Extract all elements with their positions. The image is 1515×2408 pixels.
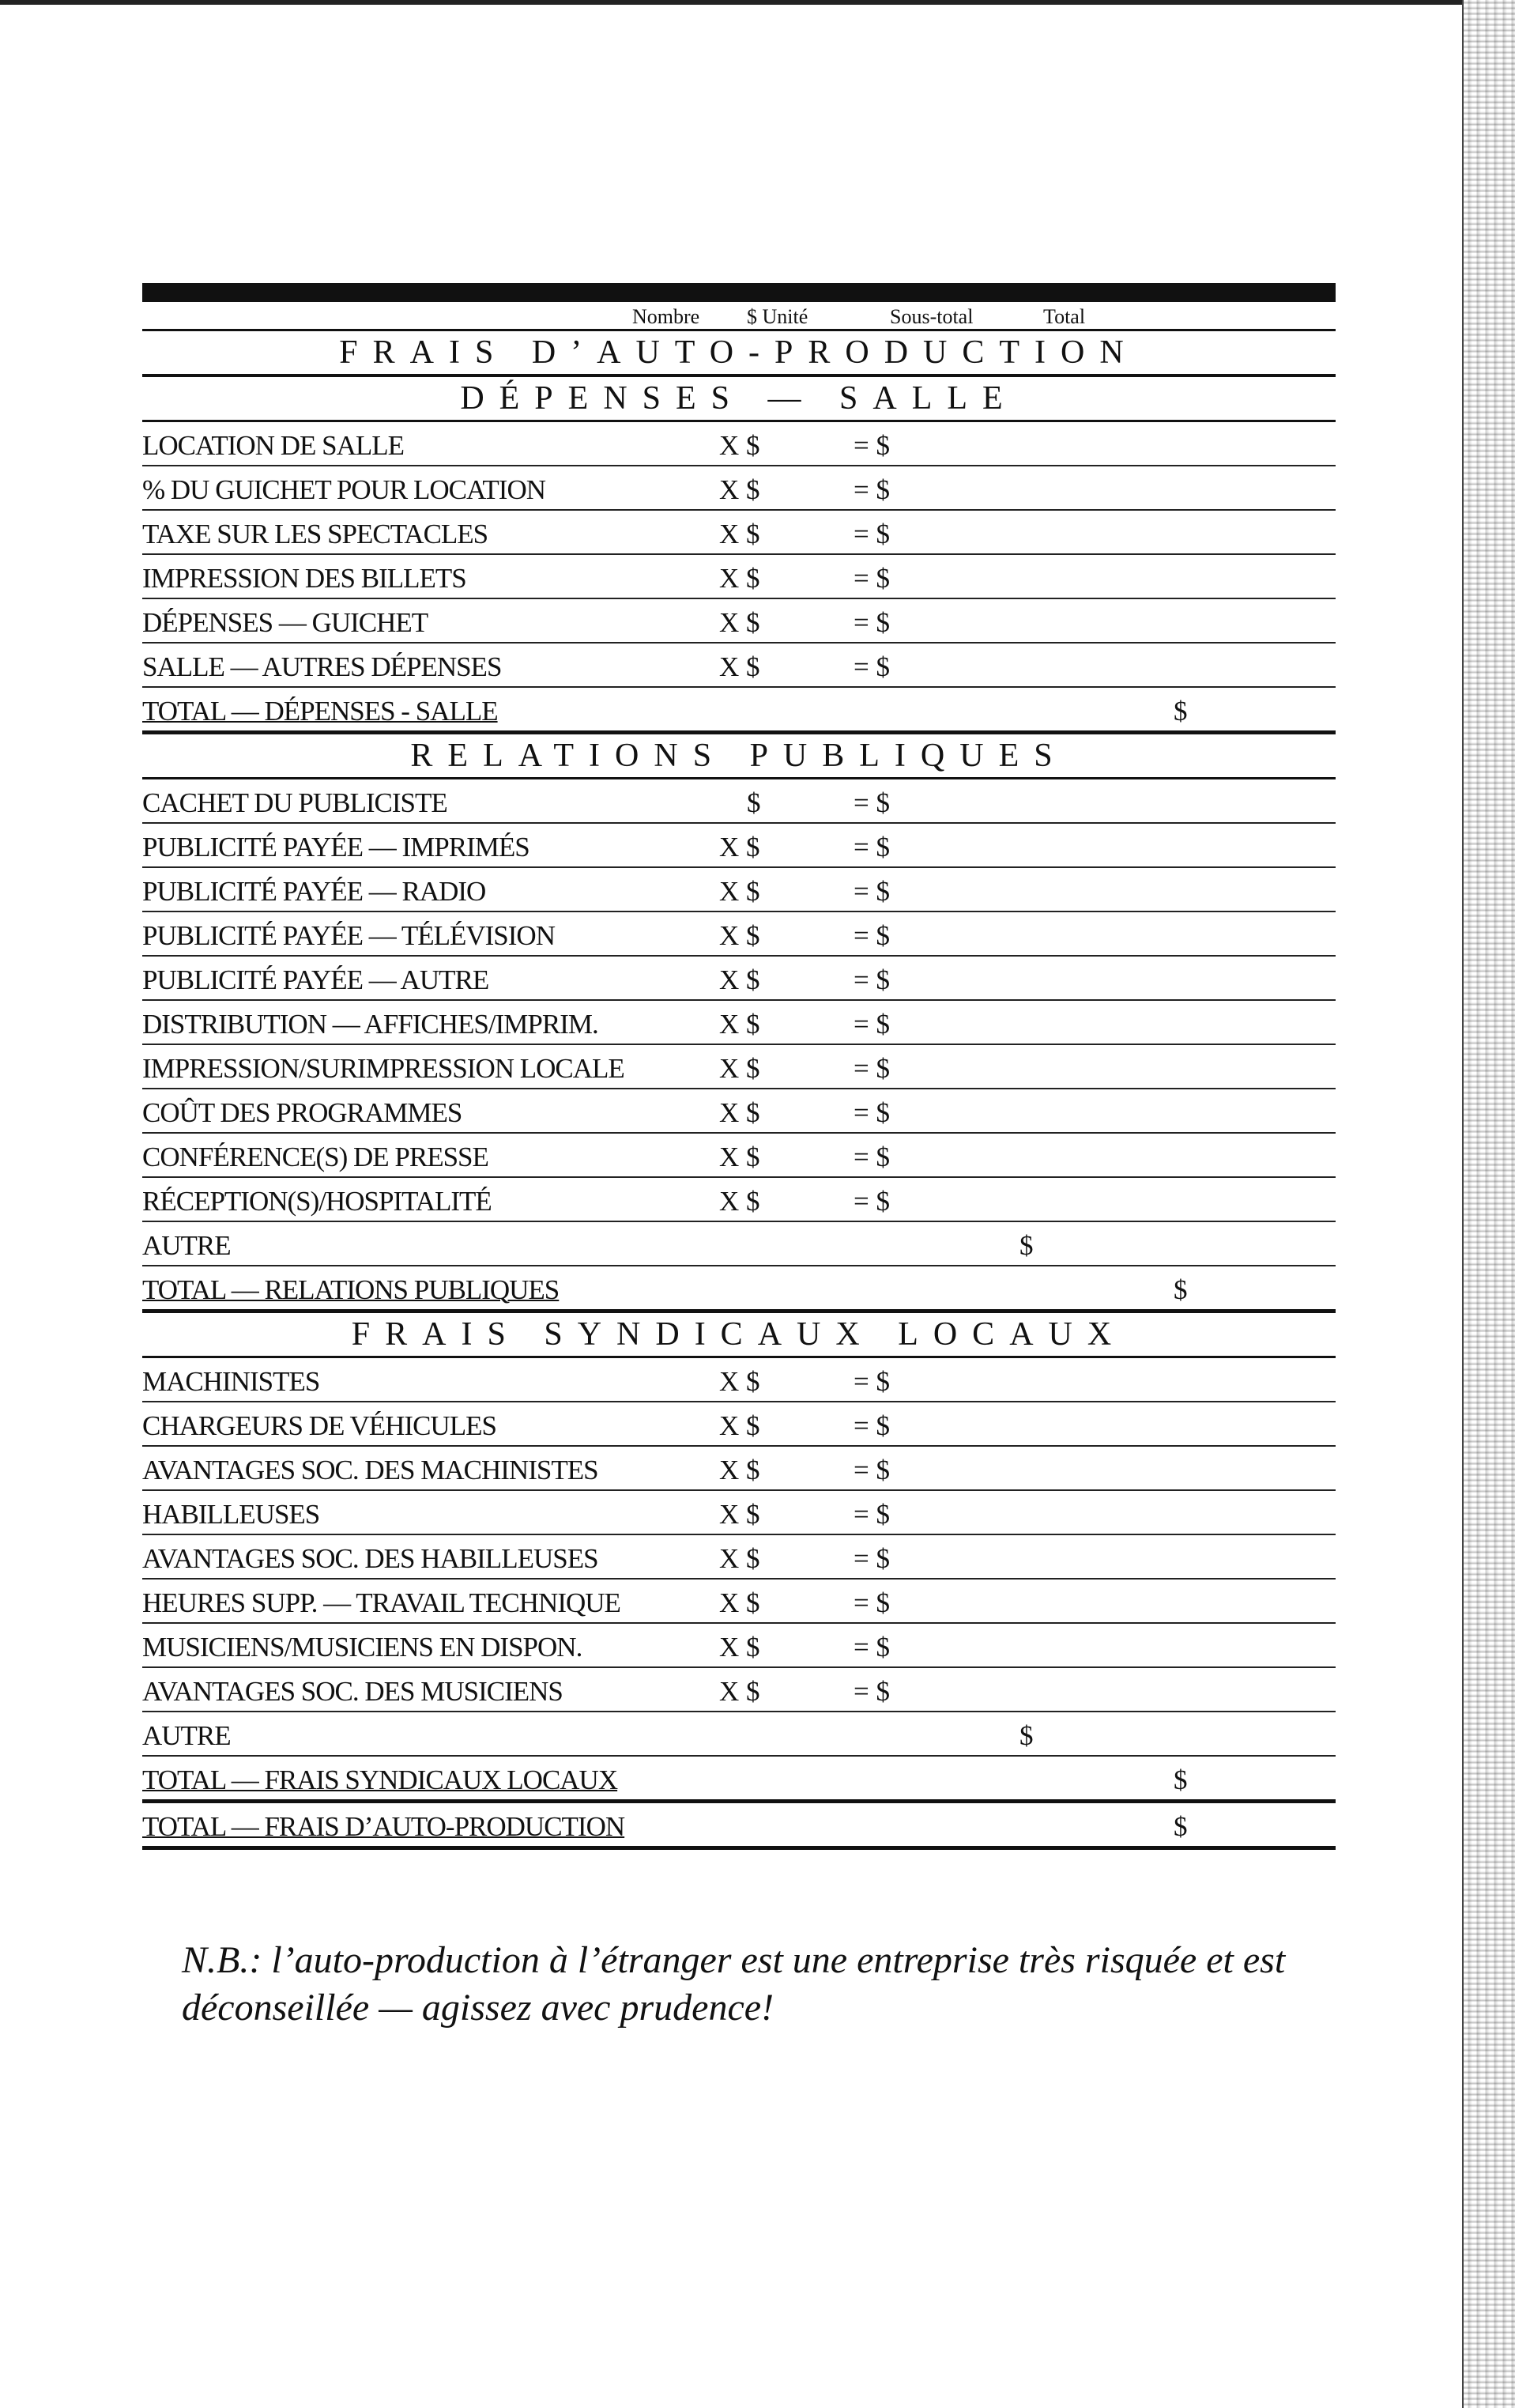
- subtotal-cell: = $: [854, 607, 890, 638]
- subtotal-cell: = $: [854, 519, 890, 549]
- table-row: [142, 1045, 1336, 1089]
- unit-cell: X $: [719, 607, 760, 638]
- row-label: PUBLICITÉ PAYÉE — IMPRIMÉS: [142, 832, 529, 862]
- row-label: RÉCEPTION(S)/HOSPITALITÉ: [142, 1186, 492, 1217]
- unit-cell: X $: [719, 1455, 760, 1485]
- other-row: [142, 1222, 1336, 1266]
- row-label: AVANTAGES SOC. DES MACHINISTES: [142, 1455, 598, 1485]
- table-row: [142, 1447, 1336, 1491]
- section-total-row: [142, 1757, 1336, 1803]
- unit-cell: X $: [719, 1366, 760, 1397]
- row-label: CHARGEURS DE VÉHICULES: [142, 1410, 496, 1441]
- table-row: [142, 1668, 1336, 1712]
- row-label: PUBLICITÉ PAYÉE — AUTRE: [142, 964, 489, 995]
- subtotal-cell: = $: [854, 964, 890, 995]
- total-label: TOTAL — FRAIS SYNDICAUX LOCAUX: [142, 1764, 618, 1795]
- total-cell: $: [1174, 1764, 1188, 1795]
- unit-cell: X $: [719, 876, 760, 907]
- row-label: COÛT DES PROGRAMMES: [142, 1097, 462, 1128]
- subtotal-cell: = $: [854, 1053, 890, 1084]
- grand-total-label: TOTAL — FRAIS D’AUTO-PRODUCTION: [142, 1811, 625, 1842]
- row-label: IMPRESSION/SURIMPRESSION LOCALE: [142, 1053, 624, 1084]
- budget-form: [142, 283, 1336, 1850]
- table-row: [142, 1535, 1336, 1580]
- row-label: AVANTAGES SOC. DES MUSICIENS: [142, 1676, 563, 1707]
- unit-cell: X $: [719, 474, 760, 505]
- table-row: [142, 1624, 1336, 1668]
- table-row: [142, 422, 1336, 466]
- unit-cell: X $: [719, 1097, 760, 1128]
- unit-cell: X $: [719, 920, 760, 951]
- section-heading-salle: DÉPENSES — SALLE: [142, 377, 1336, 422]
- row-label: PUBLICITÉ PAYÉE — TÉLÉVISION: [142, 920, 555, 951]
- subtotal-cell: = $: [854, 920, 890, 951]
- section-heading-syndicaux: FRAIS SYNDICAUX LOCAUX: [142, 1313, 1336, 1358]
- unit-cell: X $: [719, 430, 760, 461]
- form-title: FRAIS D’AUTO-PRODUCTION: [142, 331, 1336, 377]
- other-subtotal-cell: $: [1019, 1230, 1034, 1261]
- subtotal-cell: = $: [854, 1097, 890, 1128]
- unit-cell: X $: [719, 1543, 760, 1574]
- row-label: AUTRE: [142, 1230, 231, 1261]
- subtotal-cell: = $: [854, 1186, 890, 1217]
- section-total-row: [142, 1266, 1336, 1313]
- row-label: DÉPENSES — GUICHET: [142, 607, 428, 638]
- unit-cell: X $: [719, 1587, 760, 1618]
- row-label: SALLE — AUTRES DÉPENSES: [142, 651, 502, 682]
- subtotal-cell: = $: [854, 430, 890, 461]
- subtotal-cell: = $: [854, 1455, 890, 1485]
- grand-total-row: [142, 1803, 1336, 1850]
- table-row: [142, 1402, 1336, 1447]
- subtotal-cell: = $: [854, 651, 890, 682]
- top-rule: [0, 0, 1515, 5]
- row-label: IMPRESSION DES BILLETS: [142, 563, 466, 594]
- table-row: [142, 511, 1336, 555]
- subtotal-cell: = $: [854, 1543, 890, 1574]
- subtotal-cell: = $: [854, 1499, 890, 1530]
- table-row: [142, 466, 1336, 511]
- subtotal-cell: = $: [854, 1676, 890, 1707]
- row-label: AUTRE: [142, 1720, 231, 1751]
- subtotal-cell: = $: [854, 1366, 890, 1397]
- table-row: [142, 599, 1336, 644]
- total-label: TOTAL — RELATIONS PUBLIQUES: [142, 1274, 560, 1305]
- unit-cell: X $: [719, 1676, 760, 1707]
- unit-cell: X $: [719, 1142, 760, 1172]
- col-sous-total: Sous-total: [890, 305, 974, 328]
- table-row: [142, 555, 1336, 599]
- table-row: [142, 1134, 1336, 1178]
- form-top-bar: [142, 283, 1336, 302]
- subtotal-cell: = $: [854, 832, 890, 862]
- subtotal-cell: = $: [854, 563, 890, 594]
- row-label: LOCATION DE SALLE: [142, 430, 405, 461]
- table-row: [142, 868, 1336, 912]
- unit-cell: X $: [719, 1410, 760, 1441]
- row-label: CONFÉRENCE(S) DE PRESSE: [142, 1142, 488, 1172]
- section-total-row: [142, 688, 1336, 734]
- col-nombre: Nombre: [632, 305, 700, 328]
- col-unite: $ Unité: [747, 305, 808, 328]
- subtotal-cell: = $: [854, 1410, 890, 1441]
- unit-cell: $: [747, 787, 761, 818]
- table-row: [142, 779, 1336, 824]
- subtotal-cell: = $: [854, 474, 890, 505]
- col-total: Total: [1043, 305, 1086, 328]
- table-row: [142, 912, 1336, 957]
- unit-cell: X $: [719, 1186, 760, 1217]
- table-row: [142, 957, 1336, 1001]
- unit-cell: X $: [719, 1053, 760, 1084]
- unit-cell: X $: [719, 832, 760, 862]
- subtotal-cell: = $: [854, 876, 890, 907]
- row-label: % DU GUICHET POUR LOCATION: [142, 474, 546, 505]
- total-label: TOTAL — DÉPENSES - SALLE: [142, 696, 498, 727]
- total-cell: $: [1174, 1274, 1188, 1305]
- table-row: [142, 1001, 1336, 1045]
- row-label: HEURES SUPP. — TRAVAIL TECHNIQUE: [142, 1587, 620, 1618]
- table-row: [142, 1358, 1336, 1402]
- scanned-page-edge: [1464, 0, 1515, 2408]
- unit-cell: X $: [719, 964, 760, 995]
- unit-cell: X $: [719, 651, 760, 682]
- row-label: CACHET DU PUBLICISTE: [142, 787, 447, 818]
- unit-cell: X $: [719, 519, 760, 549]
- subtotal-cell: = $: [854, 1142, 890, 1172]
- row-label: AVANTAGES SOC. DES HABILLEUSES: [142, 1543, 598, 1574]
- table-row: [142, 1178, 1336, 1222]
- total-cell: $: [1174, 696, 1188, 727]
- table-row: [142, 1089, 1336, 1134]
- unit-cell: X $: [719, 1632, 760, 1663]
- unit-cell: X $: [719, 563, 760, 594]
- row-label: TAXE SUR LES SPECTACLES: [142, 519, 488, 549]
- other-row: [142, 1712, 1336, 1757]
- row-label: DISTRIBUTION — AFFICHES/IMPRIM.: [142, 1009, 598, 1040]
- table-row: [142, 644, 1336, 688]
- table-row: [142, 1580, 1336, 1624]
- unit-cell: X $: [719, 1009, 760, 1040]
- table-row: [142, 824, 1336, 868]
- row-label: MUSICIENS/MUSICIENS EN DISPON.: [142, 1632, 582, 1663]
- subtotal-cell: = $: [854, 787, 890, 818]
- subtotal-cell: = $: [854, 1009, 890, 1040]
- section-heading-relations: RELATIONS PUBLIQUES: [142, 734, 1336, 779]
- row-label: HABILLEUSES: [142, 1499, 320, 1530]
- subtotal-cell: = $: [854, 1587, 890, 1618]
- column-headers: [142, 302, 1336, 331]
- warning-note: N.B.: l’auto-production à l’étranger est une entreprise très risquée et est déconseillée — agissez avec prudence!: [182, 1939, 1286, 2029]
- subtotal-cell: = $: [854, 1632, 890, 1663]
- row-label: MACHINISTES: [142, 1366, 320, 1397]
- table-row: [142, 1491, 1336, 1535]
- row-label: PUBLICITÉ PAYÉE — RADIO: [142, 876, 486, 907]
- grand-total-cell: $: [1174, 1811, 1188, 1842]
- unit-cell: X $: [719, 1499, 760, 1530]
- other-subtotal-cell: $: [1019, 1720, 1034, 1751]
